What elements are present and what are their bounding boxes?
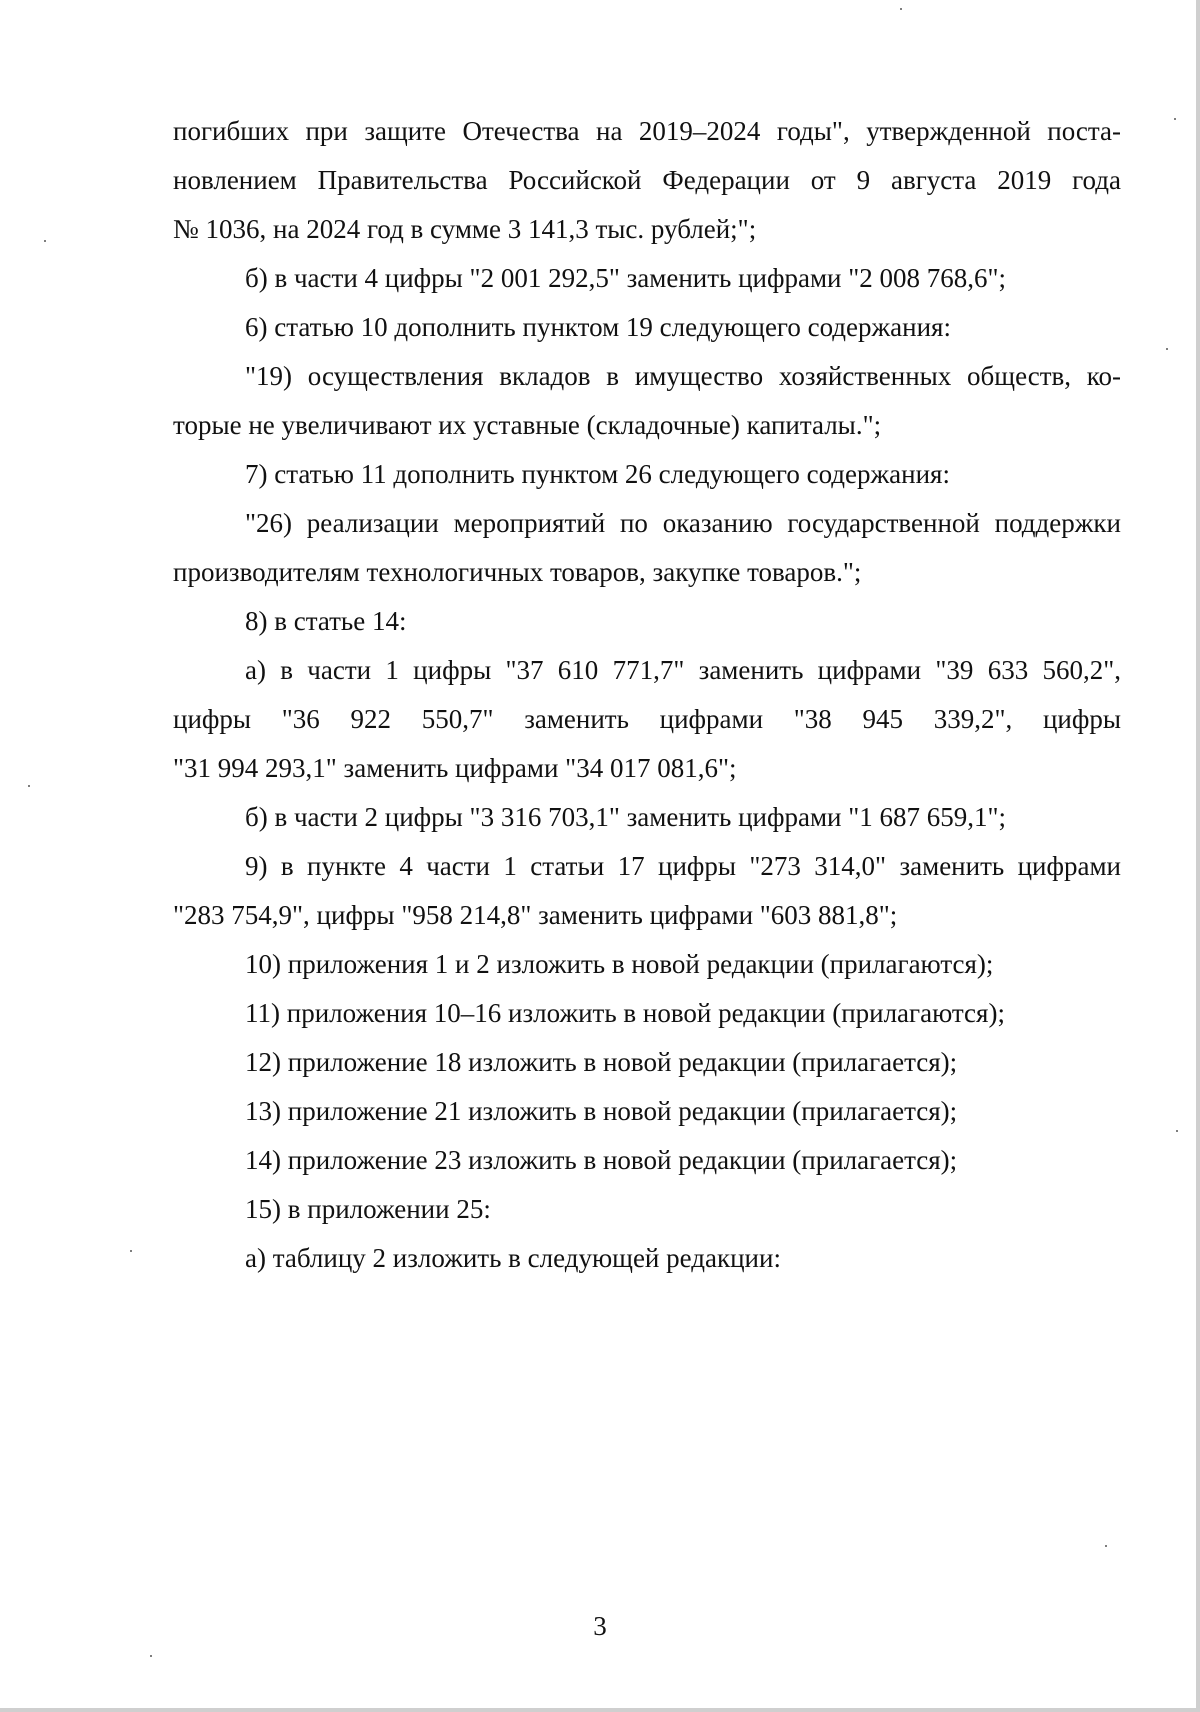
text-line: 6) статью 10 дополнить пунктом 19 следующего содержания: xyxy=(245,312,951,342)
scan-border xyxy=(0,1708,1200,1712)
text-line: б) в части 2 цифры "3 316 703,1" заменить цифрами "1 687 659,1"; xyxy=(245,802,1007,832)
text-line: 10) приложения 1 и 2 изложить в новой редакции (прилагаются); xyxy=(245,949,994,979)
page-number: 3 xyxy=(593,1611,607,1641)
text-line: новлением Правительства Российской Федерации от 9 августа 2019 года xyxy=(173,165,1121,195)
text-line: 15) в приложении 25: xyxy=(245,1194,491,1224)
text-line: а) таблицу 2 изложить в следующей редакции: xyxy=(245,1243,781,1273)
text-line: "26) реализации мероприятий по оказанию государственной поддержки xyxy=(245,508,1121,538)
scan-speck xyxy=(150,1655,152,1657)
text-line: 12) приложение 18 изложить в новой редакции (прилагается); xyxy=(245,1047,958,1077)
text-line: "31 994 293,1" заменить цифрами "34 017 081,6"; xyxy=(173,753,737,783)
text-line: 9) в пункте 4 части 1 статьи 17 цифры "273 314,0" заменить цифрами xyxy=(245,851,1121,881)
scan-speck xyxy=(1105,1545,1107,1547)
text-line: "19) осуществления вкладов в имущество хозяйственных обществ, ко- xyxy=(245,361,1121,391)
text-line: 11) приложения 10–16 изложить в новой редакции (прилагаются); xyxy=(245,998,1005,1028)
text-line: погибших при защите Отечества на 2019–2024 годы", утвержденной поста- xyxy=(173,116,1121,146)
text-line: "283 754,9", цифры "958 214,8" заменить цифрами "603 881,8"; xyxy=(173,900,898,930)
scan-speck xyxy=(28,785,30,787)
text-line: цифры "36 922 550,7" заменить цифрами "38 945 339,2", цифры xyxy=(173,704,1121,734)
text-line: 8) в статье 14: xyxy=(245,606,407,636)
text-line: производителям технологичных товаров, закупке товаров."; xyxy=(173,557,862,587)
text-line: торые не увеличивают их уставные (складочные) капиталы."; xyxy=(173,410,882,440)
text-line: 13) приложение 21 изложить в новой редакции (прилагается); xyxy=(245,1096,958,1126)
scan-speck xyxy=(1166,348,1168,350)
text-line: б) в части 4 цифры "2 001 292,5" заменить цифрами "2 008 768,6"; xyxy=(245,263,1007,293)
text-line: № 1036, на 2024 год в сумме 3 141,3 тыс. рублей;"; xyxy=(173,214,757,244)
scan-speck xyxy=(1176,1130,1178,1132)
scan-border xyxy=(1196,0,1200,1712)
text-line: а) в части 1 цифры "37 610 771,7" заменить цифрами "39 633 560,2", xyxy=(245,655,1121,685)
scan-speck xyxy=(44,240,46,242)
text-line: 7) статью 11 дополнить пунктом 26 следующего содержания: xyxy=(245,459,950,489)
text-line: 14) приложение 23 изложить в новой редакции (прилагается); xyxy=(245,1145,958,1175)
scan-speck xyxy=(130,1250,132,1252)
scan-speck xyxy=(900,8,902,10)
scan-speck xyxy=(1174,118,1176,120)
